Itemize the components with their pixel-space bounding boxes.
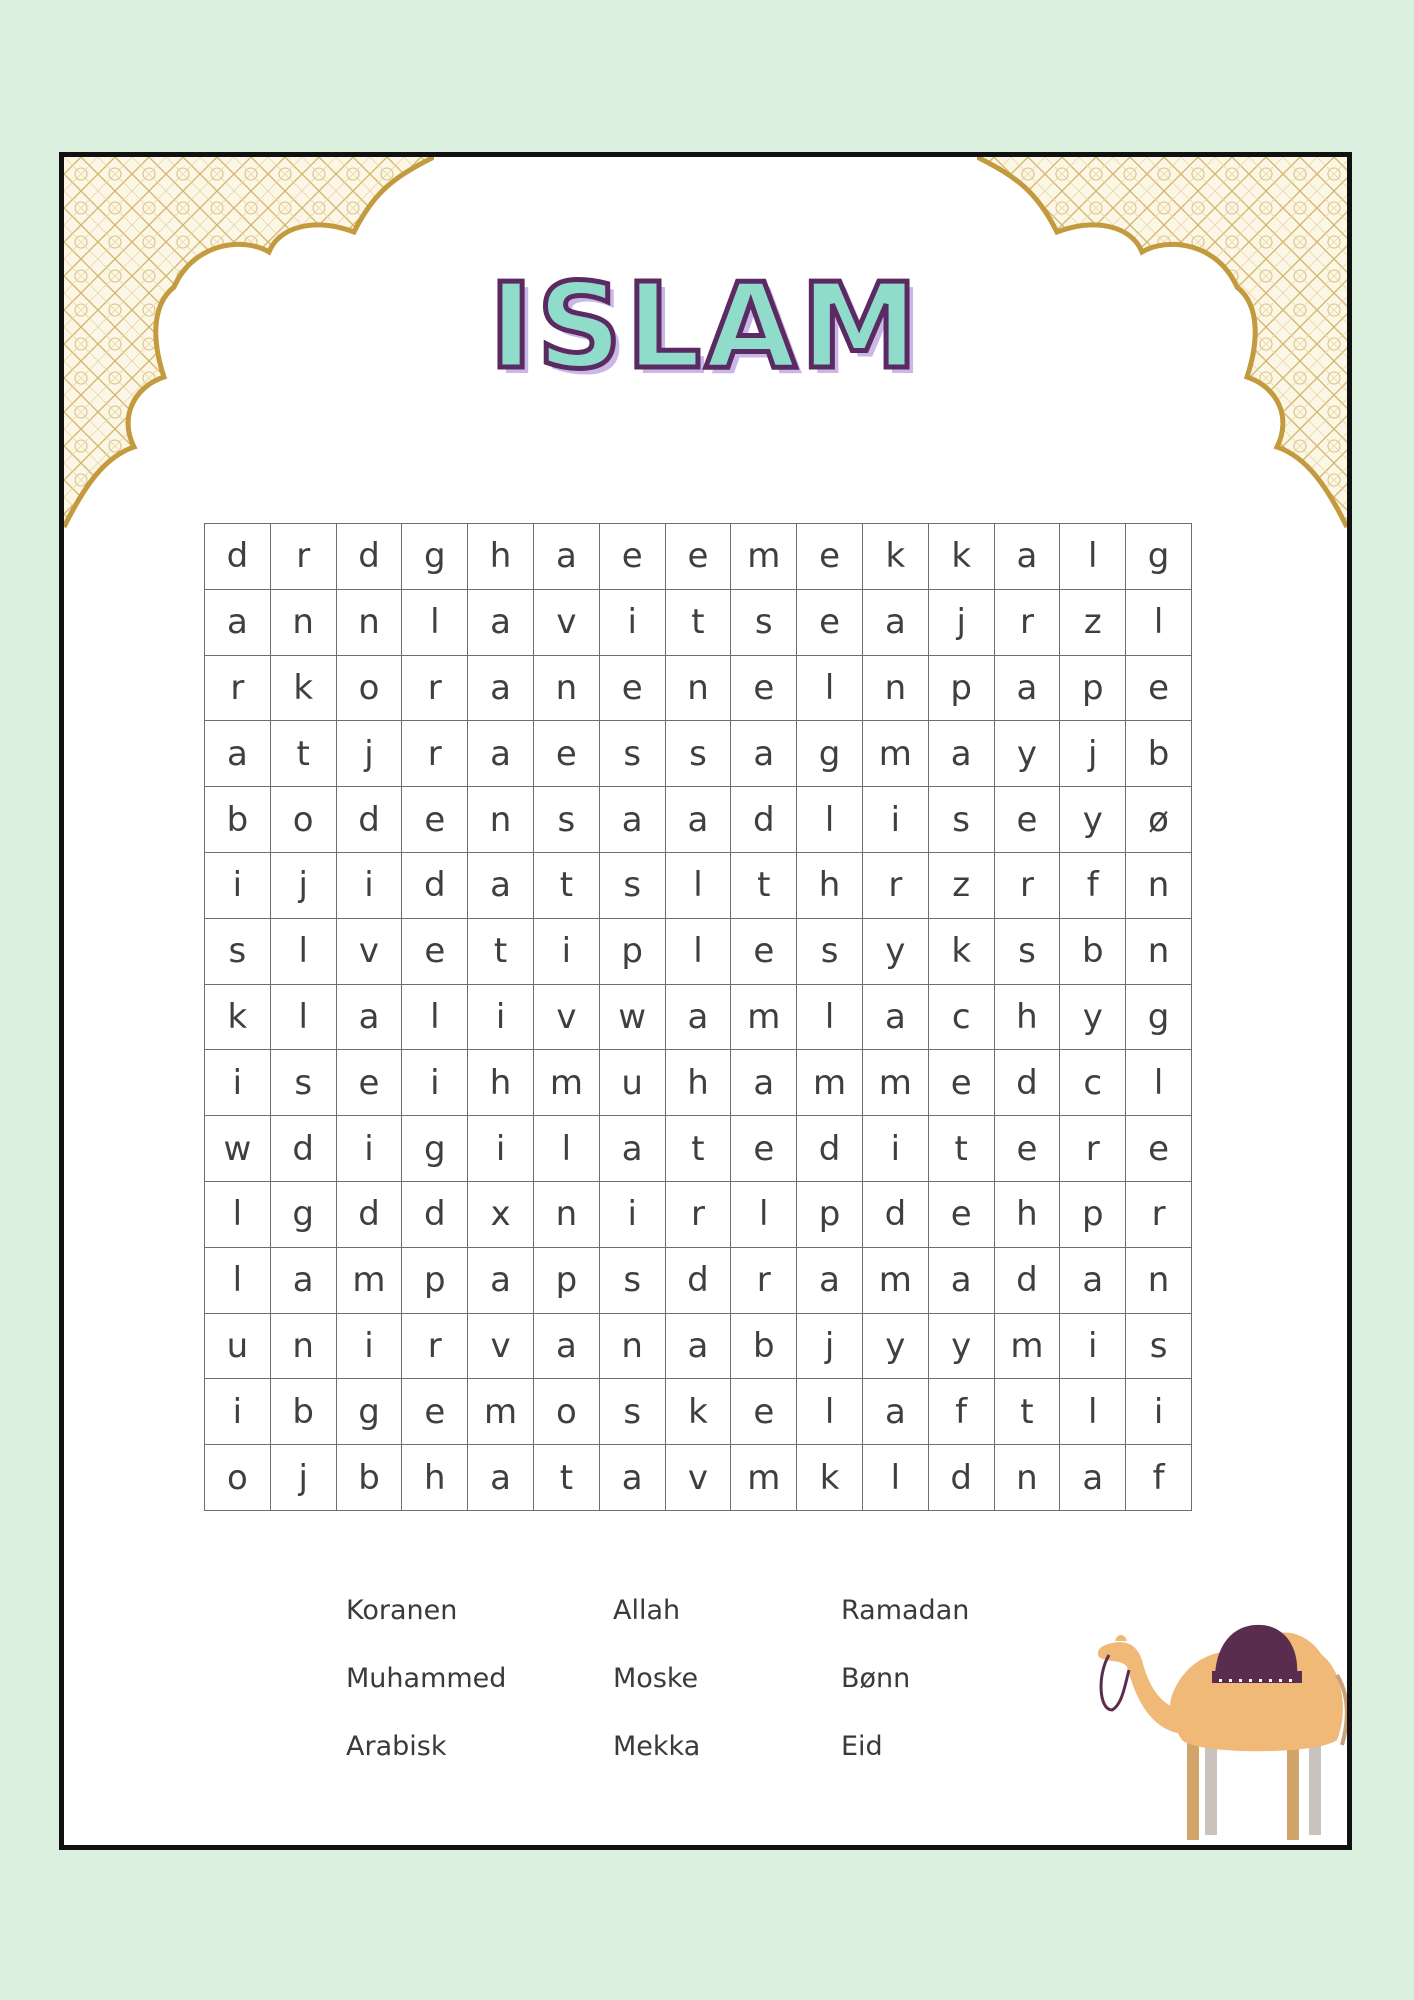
grid-cell[interactable]: d xyxy=(797,1116,863,1182)
grid-cell[interactable]: i xyxy=(402,1050,468,1116)
grid-cell[interactable]: n xyxy=(862,655,928,721)
grid-cell[interactable]: g xyxy=(797,721,863,787)
grid-cell[interactable]: i xyxy=(468,984,534,1050)
word-list-item: Muhammed xyxy=(346,1663,507,1694)
grid-cell[interactable]: p xyxy=(797,1181,863,1247)
grid-cell[interactable]: s xyxy=(665,721,731,787)
word-list-item: Moske xyxy=(613,1663,699,1694)
grid-cell[interactable]: i xyxy=(336,852,402,918)
grid-cell[interactable]: k xyxy=(270,655,336,721)
grid-cell[interactable]: d xyxy=(402,852,468,918)
grid-cell[interactable]: p xyxy=(1060,655,1126,721)
grid-cell[interactable]: n xyxy=(1126,852,1192,918)
grid-cell[interactable]: k xyxy=(665,1379,731,1445)
grid-cell[interactable]: a xyxy=(665,1313,731,1379)
grid-cell[interactable]: s xyxy=(731,589,797,655)
grid-cell[interactable]: s xyxy=(994,918,1060,984)
grid-cell[interactable]: l xyxy=(1126,589,1192,655)
grid-cell[interactable]: a xyxy=(533,1313,599,1379)
grid-cell[interactable]: d xyxy=(336,787,402,853)
grid-cell[interactable]: i xyxy=(205,852,271,918)
grid-row xyxy=(205,721,1192,787)
grid-cell[interactable]: g xyxy=(336,1379,402,1445)
grid-cell[interactable]: b xyxy=(270,1379,336,1445)
grid-cell[interactable]: y xyxy=(994,721,1060,787)
grid-cell[interactable]: e xyxy=(928,1181,994,1247)
grid-cell[interactable]: a xyxy=(862,1379,928,1445)
grid-cell[interactable]: e xyxy=(797,589,863,655)
grid-cell[interactable]: f xyxy=(928,1379,994,1445)
grid-cell[interactable]: a xyxy=(994,655,1060,721)
grid-row xyxy=(205,787,1192,853)
grid-cell[interactable]: n xyxy=(270,1313,336,1379)
grid-cell[interactable]: l xyxy=(797,655,863,721)
grid-cell[interactable]: a xyxy=(468,1445,534,1511)
grid-cell[interactable]: r xyxy=(205,655,271,721)
grid-cell[interactable]: l xyxy=(270,918,336,984)
grid-cell[interactable]: l xyxy=(862,1445,928,1511)
grid-cell[interactable]: p xyxy=(599,918,665,984)
grid-cell[interactable]: r xyxy=(1060,1116,1126,1182)
grid-cell[interactable]: n xyxy=(533,1181,599,1247)
grid-cell[interactable]: m xyxy=(468,1379,534,1445)
grid-cell[interactable]: n xyxy=(533,655,599,721)
grid-cell[interactable]: d xyxy=(862,1181,928,1247)
grid-cell[interactable]: r xyxy=(270,524,336,590)
grid-cell[interactable]: l xyxy=(270,984,336,1050)
grid-cell[interactable]: i xyxy=(599,589,665,655)
word-list-item: Mekka xyxy=(613,1731,701,1762)
grid-cell[interactable]: o xyxy=(336,655,402,721)
grid-cell[interactable]: e xyxy=(731,918,797,984)
grid-cell[interactable]: v xyxy=(336,918,402,984)
grid-cell[interactable]: i xyxy=(862,787,928,853)
grid-cell[interactable]: m xyxy=(731,524,797,590)
grid-cell[interactable]: m xyxy=(862,721,928,787)
grid-cell[interactable]: e xyxy=(665,524,731,590)
grid-cell[interactable]: s xyxy=(1126,1313,1192,1379)
grid-cell[interactable]: v xyxy=(468,1313,534,1379)
grid-cell[interactable]: a xyxy=(731,1050,797,1116)
grid-cell[interactable]: g xyxy=(402,1116,468,1182)
grid-cell[interactable]: ø xyxy=(1126,787,1192,853)
grid-cell[interactable]: d xyxy=(402,1181,468,1247)
grid-cell[interactable]: l xyxy=(1060,1379,1126,1445)
grid-cell[interactable]: y xyxy=(1060,984,1126,1050)
grid-cell[interactable]: z xyxy=(928,852,994,918)
word-list-item: Bønn xyxy=(841,1663,911,1694)
grid-cell[interactable]: k xyxy=(862,524,928,590)
grid-cell[interactable]: j xyxy=(270,852,336,918)
grid-cell[interactable]: a xyxy=(928,1247,994,1313)
grid-cell[interactable]: h xyxy=(797,852,863,918)
grid-cell[interactable]: a xyxy=(468,721,534,787)
grid-cell[interactable]: o xyxy=(270,787,336,853)
grid-cell[interactable]: p xyxy=(928,655,994,721)
grid-cell[interactable]: o xyxy=(533,1379,599,1445)
grid-cell[interactable]: l xyxy=(205,1181,271,1247)
grid-cell[interactable]: v xyxy=(533,589,599,655)
grid-cell[interactable]: m xyxy=(731,1445,797,1511)
grid-row xyxy=(205,918,1192,984)
grid-cell[interactable]: g xyxy=(402,524,468,590)
grid-cell[interactable]: b xyxy=(336,1445,402,1511)
grid-cell[interactable]: s xyxy=(599,852,665,918)
grid-cell[interactable]: e xyxy=(402,787,468,853)
grid-cell[interactable]: h xyxy=(994,1181,1060,1247)
word-list-item: Arabisk xyxy=(346,1731,447,1762)
grid-row xyxy=(205,524,1192,590)
grid-cell[interactable]: e xyxy=(1126,655,1192,721)
grid-cell[interactable]: y xyxy=(862,918,928,984)
grid-cell[interactable]: a xyxy=(468,852,534,918)
grid-cell[interactable]: r xyxy=(994,852,1060,918)
grid-cell[interactable]: e xyxy=(599,655,665,721)
grid-row xyxy=(205,984,1192,1050)
grid-row xyxy=(205,1050,1192,1116)
grid-cell[interactable]: t xyxy=(665,1116,731,1182)
grid-cell[interactable]: n xyxy=(468,787,534,853)
grid-cell[interactable]: j xyxy=(797,1313,863,1379)
grid-cell[interactable]: n xyxy=(336,589,402,655)
grid-cell[interactable]: t xyxy=(994,1379,1060,1445)
grid-cell[interactable]: n xyxy=(665,655,731,721)
grid-cell[interactable]: e xyxy=(731,655,797,721)
grid-cell[interactable]: a xyxy=(205,589,271,655)
grid-cell[interactable]: l xyxy=(797,984,863,1050)
grid-cell[interactable]: d xyxy=(336,1181,402,1247)
word-list-item: Eid xyxy=(841,1731,883,1762)
grid-cell[interactable]: n xyxy=(270,589,336,655)
grid-cell[interactable]: h xyxy=(468,1050,534,1116)
grid-cell[interactable]: v xyxy=(533,984,599,1050)
grid-cell[interactable]: l xyxy=(731,1181,797,1247)
grid-cell[interactable]: a xyxy=(1060,1247,1126,1313)
grid-cell[interactable]: e xyxy=(994,1116,1060,1182)
grid-cell[interactable]: a xyxy=(468,589,534,655)
grid-cell[interactable]: w xyxy=(599,984,665,1050)
grid-cell[interactable]: d xyxy=(270,1116,336,1182)
grid-cell[interactable]: e xyxy=(336,1050,402,1116)
grid-cell[interactable]: j xyxy=(270,1445,336,1511)
grid-row xyxy=(205,1445,1192,1511)
grid-row xyxy=(205,1379,1192,1445)
grid-cell[interactable]: a xyxy=(928,721,994,787)
grid-cell[interactable]: h xyxy=(468,524,534,590)
grid-cell[interactable]: n xyxy=(1126,1247,1192,1313)
page-title: ISLAM xyxy=(489,257,922,395)
grid-row xyxy=(205,1181,1192,1247)
grid-cell[interactable]: l xyxy=(797,787,863,853)
grid-cell[interactable]: d xyxy=(336,524,402,590)
grid-cell[interactable]: a xyxy=(1060,1445,1126,1511)
grid-cell[interactable]: d xyxy=(928,1445,994,1511)
grid-cell[interactable]: n xyxy=(1126,918,1192,984)
grid-cell[interactable]: z xyxy=(1060,589,1126,655)
grid-cell[interactable]: a xyxy=(665,984,731,1050)
grid-cell[interactable]: a xyxy=(862,984,928,1050)
grid-cell[interactable]: a xyxy=(270,1247,336,1313)
grid-cell[interactable]: i xyxy=(205,1379,271,1445)
grid-cell[interactable]: i xyxy=(533,918,599,984)
grid-cell[interactable]: s xyxy=(533,787,599,853)
grid-row xyxy=(205,1116,1192,1182)
grid-cell[interactable]: x xyxy=(468,1181,534,1247)
grid-cell[interactable]: s xyxy=(928,787,994,853)
grid-cell[interactable]: r xyxy=(731,1247,797,1313)
grid-cell[interactable]: j xyxy=(928,589,994,655)
grid-cell[interactable]: i xyxy=(205,1050,271,1116)
grid-cell[interactable]: w xyxy=(205,1116,271,1182)
grid-cell[interactable]: e xyxy=(402,1379,468,1445)
grid-cell[interactable]: i xyxy=(1060,1313,1126,1379)
grid-cell[interactable]: f xyxy=(1060,852,1126,918)
grid-cell[interactable]: l xyxy=(665,852,731,918)
grid-cell[interactable]: i xyxy=(336,1116,402,1182)
grid-cell[interactable]: r xyxy=(862,852,928,918)
grid-cell[interactable]: a xyxy=(468,655,534,721)
grid-cell[interactable]: e xyxy=(599,524,665,590)
grid-cell[interactable]: b xyxy=(1126,721,1192,787)
grid-cell[interactable]: k xyxy=(797,1445,863,1511)
grid-cell[interactable]: d xyxy=(994,1247,1060,1313)
grid-cell[interactable]: l xyxy=(402,984,468,1050)
grid-cell[interactable]: r xyxy=(994,589,1060,655)
grid-cell[interactable]: t xyxy=(270,721,336,787)
grid-cell[interactable]: y xyxy=(1060,787,1126,853)
grid-cell[interactable]: l xyxy=(1060,524,1126,590)
grid-cell[interactable]: a xyxy=(731,721,797,787)
grid-cell[interactable]: a xyxy=(994,524,1060,590)
grid-cell[interactable]: i xyxy=(336,1313,402,1379)
grid-cell[interactable]: r xyxy=(402,655,468,721)
grid-row xyxy=(205,852,1192,918)
grid-cell[interactable]: g xyxy=(1126,984,1192,1050)
grid-cell[interactable]: t xyxy=(533,852,599,918)
grid-cell[interactable]: a xyxy=(665,787,731,853)
grid-cell[interactable]: b xyxy=(205,787,271,853)
grid-cell[interactable]: r xyxy=(1126,1181,1192,1247)
grid-cell[interactable]: k xyxy=(205,984,271,1050)
word-search-grid xyxy=(204,523,1192,1511)
grid-cell[interactable]: a xyxy=(862,589,928,655)
grid-cell[interactable]: l xyxy=(402,589,468,655)
grid-cell[interactable]: n xyxy=(599,1313,665,1379)
grid-cell[interactable]: e xyxy=(994,787,1060,853)
grid-cell[interactable]: d xyxy=(205,524,271,590)
grid-cell[interactable]: f xyxy=(1126,1445,1192,1511)
word-list xyxy=(346,1595,970,1795)
grid-cell[interactable]: h xyxy=(665,1050,731,1116)
grid-cell[interactable]: b xyxy=(731,1313,797,1379)
grid-cell[interactable]: i xyxy=(599,1181,665,1247)
grid-cell[interactable]: k xyxy=(928,918,994,984)
grid-cell[interactable]: b xyxy=(1060,918,1126,984)
grid-row xyxy=(205,1313,1192,1379)
grid-cell[interactable]: p xyxy=(1060,1181,1126,1247)
grid-cell[interactable]: j xyxy=(336,721,402,787)
grid-cell[interactable]: r xyxy=(665,1181,731,1247)
grid-cell[interactable]: c xyxy=(1060,1050,1126,1116)
grid-cell[interactable]: l xyxy=(665,918,731,984)
grid-cell[interactable]: m xyxy=(994,1313,1060,1379)
grid-cell[interactable]: o xyxy=(205,1445,271,1511)
grid-cell[interactable]: j xyxy=(1060,721,1126,787)
grid-cell[interactable]: l xyxy=(797,1379,863,1445)
grid-cell[interactable]: e xyxy=(1126,1116,1192,1182)
grid-cell[interactable]: m xyxy=(862,1247,928,1313)
grid-cell[interactable]: s xyxy=(270,1050,336,1116)
grid-cell[interactable]: a xyxy=(599,1116,665,1182)
grid-cell[interactable]: l xyxy=(1126,1050,1192,1116)
grid-cell[interactable]: m xyxy=(336,1247,402,1313)
grid-cell[interactable]: a xyxy=(336,984,402,1050)
grid-cell[interactable]: s xyxy=(599,1379,665,1445)
grid-cell[interactable]: g xyxy=(270,1181,336,1247)
grid-cell[interactable]: h xyxy=(402,1445,468,1511)
grid-cell[interactable]: k xyxy=(928,524,994,590)
grid-cell[interactable]: m xyxy=(862,1050,928,1116)
word-list-item: Ramadan xyxy=(841,1595,970,1626)
grid-cell[interactable]: r xyxy=(402,721,468,787)
grid-cell[interactable]: a xyxy=(205,721,271,787)
grid-cell[interactable]: a xyxy=(797,1247,863,1313)
grid-cell[interactable]: a xyxy=(599,787,665,853)
grid-cell[interactable]: t xyxy=(665,589,731,655)
grid-cell[interactable]: s xyxy=(599,721,665,787)
grid-cell[interactable]: u xyxy=(599,1050,665,1116)
grid-cell[interactable]: e xyxy=(928,1050,994,1116)
grid-cell[interactable]: t xyxy=(731,852,797,918)
grid-cell[interactable]: i xyxy=(1126,1379,1192,1445)
grid-cell[interactable]: s xyxy=(205,918,271,984)
grid-row xyxy=(205,655,1192,721)
grid-cell[interactable]: t xyxy=(468,918,534,984)
grid-cell[interactable]: r xyxy=(402,1313,468,1379)
grid-cell[interactable]: t xyxy=(928,1116,994,1182)
grid-cell[interactable]: e xyxy=(402,918,468,984)
grid-cell[interactable]: g xyxy=(1126,524,1192,590)
grid-cell[interactable]: l xyxy=(205,1247,271,1313)
grid-cell[interactable]: a xyxy=(599,1445,665,1511)
grid-cell[interactable]: s xyxy=(797,918,863,984)
worksheet-frame xyxy=(59,152,1352,1850)
grid-cell[interactable]: m xyxy=(731,984,797,1050)
grid-cell[interactable]: v xyxy=(665,1445,731,1511)
grid-cell[interactable]: i xyxy=(862,1116,928,1182)
grid-cell[interactable]: y xyxy=(928,1313,994,1379)
grid-cell[interactable]: p xyxy=(402,1247,468,1313)
grid-cell[interactable]: d xyxy=(994,1050,1060,1116)
grid-cell[interactable]: m xyxy=(533,1050,599,1116)
grid-row xyxy=(205,1247,1192,1313)
word-list-item: Koranen xyxy=(346,1595,458,1626)
grid-cell[interactable]: a xyxy=(468,1247,534,1313)
grid-cell[interactable]: i xyxy=(468,1116,534,1182)
grid-cell[interactable]: d xyxy=(665,1247,731,1313)
grid-cell[interactable]: e xyxy=(731,1379,797,1445)
grid-cell[interactable]: h xyxy=(994,984,1060,1050)
grid-cell[interactable]: e xyxy=(731,1116,797,1182)
grid-cell[interactable]: s xyxy=(599,1247,665,1313)
grid-cell[interactable]: n xyxy=(994,1445,1060,1511)
grid-row xyxy=(205,589,1192,655)
grid-cell[interactable]: e xyxy=(533,721,599,787)
grid-cell[interactable]: m xyxy=(797,1050,863,1116)
grid-cell[interactable]: d xyxy=(731,787,797,853)
grid-cell[interactable]: y xyxy=(862,1313,928,1379)
grid-cell[interactable]: u xyxy=(205,1313,271,1379)
grid-cell[interactable]: p xyxy=(533,1247,599,1313)
word-list-item: Allah xyxy=(613,1595,681,1626)
camel-illustration xyxy=(1087,1615,1347,1845)
grid-cell[interactable]: a xyxy=(533,524,599,590)
grid-cell[interactable]: t xyxy=(533,1445,599,1511)
grid-cell[interactable]: c xyxy=(928,984,994,1050)
grid-cell[interactable]: l xyxy=(533,1116,599,1182)
grid-cell[interactable]: e xyxy=(797,524,863,590)
